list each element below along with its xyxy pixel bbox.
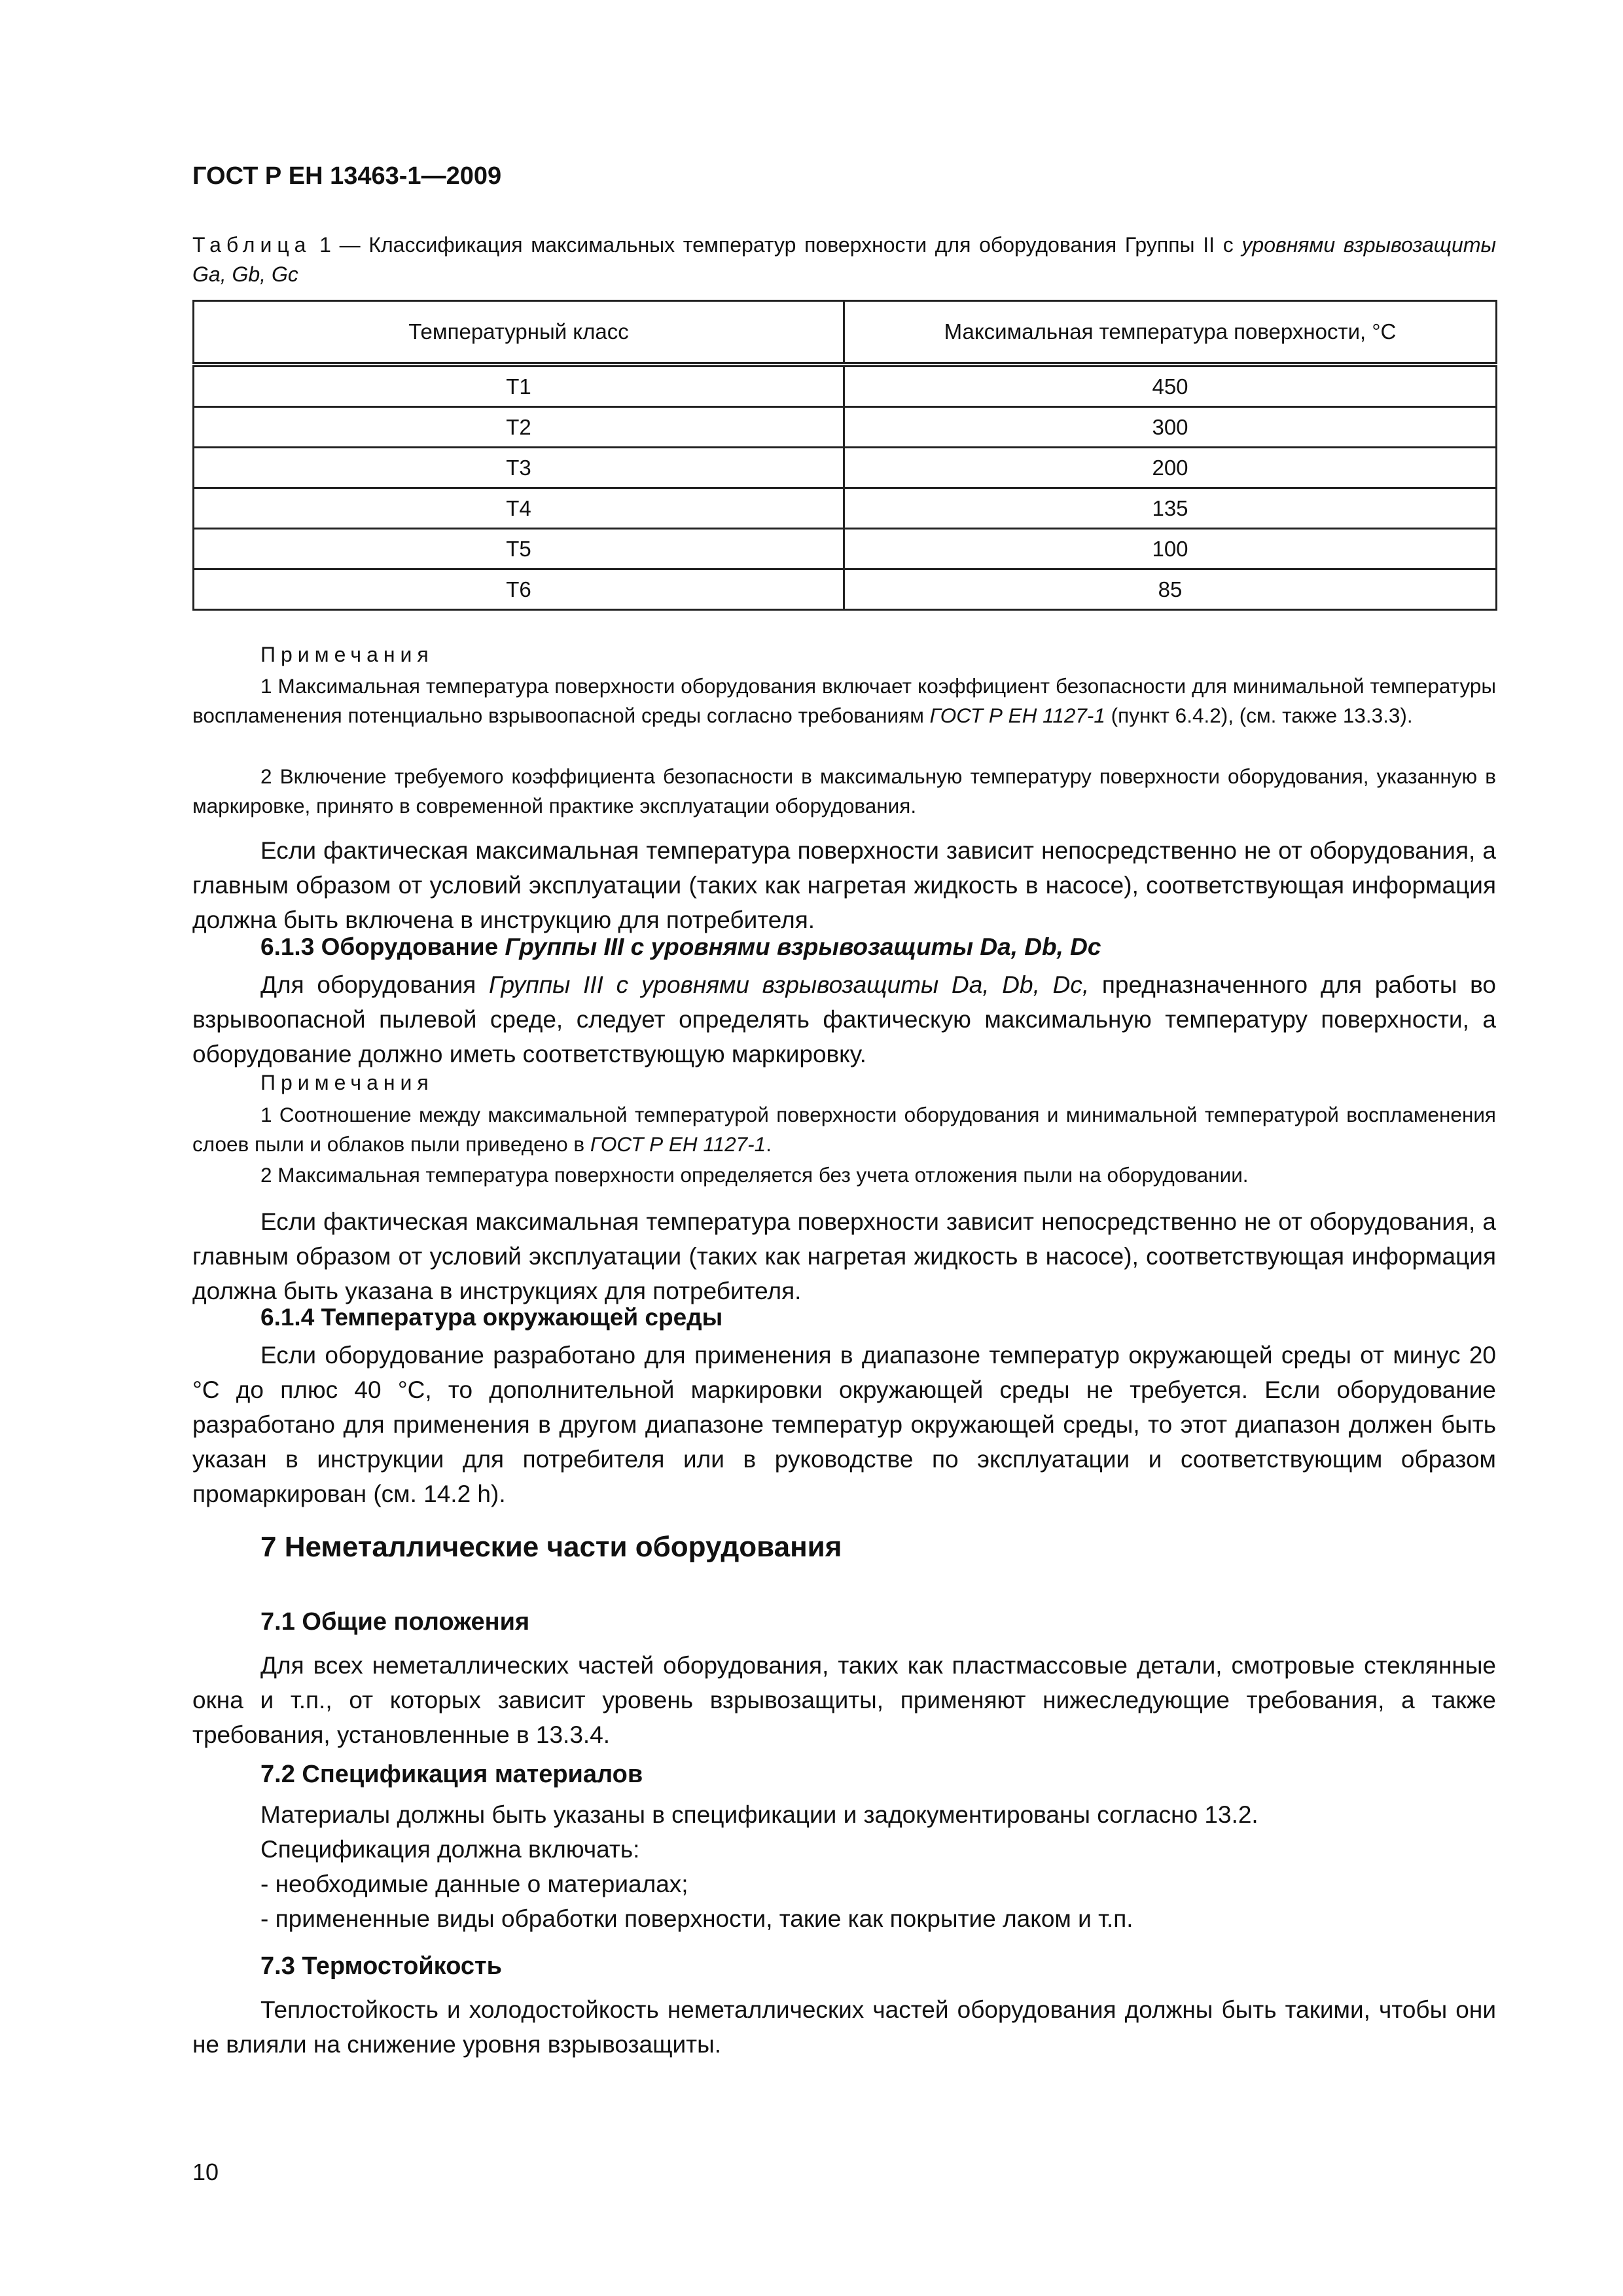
table-row (194, 488, 1497, 529)
note-paragraph: 2 Максимальная температура поверхности определяется без учета отложения пыли на оборудовании. (260, 1163, 1249, 1187)
subsection-heading-7-3: 7.3 Термостойкость (260, 1952, 503, 1980)
table-cell: 135 (844, 488, 1497, 529)
page-number: 10 (192, 2159, 219, 2185)
table-cell: Т5 (194, 529, 844, 569)
table-cell: 300 (844, 407, 1497, 448)
note-paragraph (192, 1100, 1496, 1159)
notes-title: Примечания (260, 643, 434, 666)
note-reference: ГОСТ Р ЕН 1127-1 (929, 704, 1105, 727)
body-paragraph: Если оборудование разработано для применения в диапазоне температур окружающей среды от минус 20 °С до плюс 40 °С, то дополнительной маркировки окружающей среды не требуется. Если оборудование разработано для применения в другом диапазоне температур окружающей среды, то этот диапазон должен быть указан в инструкции для потребителя или в руководстве по эксплуатации и соответствующим образом промаркирован (см. 14.2 h). (192, 1342, 1496, 1507)
body-paragraph (192, 967, 1496, 1071)
section-heading-7: 7 Неметаллические части оборудования (260, 1531, 842, 1563)
table-caption-number: 1 — (311, 233, 369, 257)
heading-italic-text: Группы III с уровнями взрывозащиты Da, Db, Dc (505, 933, 1101, 960)
list-item: - необходимые данные о материалах; (260, 1871, 688, 1897)
table-row (194, 448, 1497, 488)
heading-text: 6.1.3 Оборудование (260, 933, 505, 960)
body-paragraph: Если фактическая максимальная температура поверхности зависит непосредственно не от оборудования, а главным образом от условий эксплуатации (таких как нагретая жидкость в насосе), соответствующая информация должна быть включена в инструкцию для потребителя. (192, 837, 1496, 933)
note-paragraph: 2 Включение требуемого коэффициента безопасности в максимальную температуру поверхности оборудования, указанную в маркировке, принято в современной практике эксплуатации оборудования. (192, 764, 1496, 817)
table-cell: Т1 (194, 365, 844, 407)
table-cell: Т4 (194, 488, 844, 529)
notes-title: Примечания (260, 1071, 434, 1094)
body-paragraph: Для всех неметаллических частей оборудования, таких как пластмассовые детали, смотровые стеклянные окна и т.п., от которых зависит уровень взрывозащиты, применяют нижеследующие требования, а также требования, установленные в 13.3.4. (192, 1652, 1496, 1748)
table-cell: Т6 (194, 569, 844, 610)
note-text: 1 Максимальная температура поверхности оборудования включает коэффициент безопасности для минимальной температуры воспламенения потенциально взрывоопасной среды согласно требованиям (192, 674, 1496, 727)
table-cell: 200 (844, 448, 1497, 488)
note-text: 1 Соотношение между максимальной температурой поверхности оборудования и минимальной температурой воспламенения слоев пыли и облаков пыли приведено в (192, 1103, 1496, 1156)
table-header-row (194, 301, 1497, 365)
list-item: - примененные виды обработки поверхности, такие как покрытие лаком и т.п. (260, 1905, 1133, 1932)
table-cell: Т3 (194, 448, 844, 488)
body-line: Материалы должны быть указаны в спецификации и задокументированы согласно 13.2. (260, 1801, 1258, 1828)
table-caption (192, 230, 1496, 289)
table-cell: 450 (844, 365, 1497, 407)
subsection-heading-6-1-3 (260, 933, 1101, 961)
note-paragraph (192, 672, 1496, 730)
table-caption-text: Классификация максимальных температур поверхности для оборудования Группы II с (368, 233, 1242, 257)
table-cell: Т2 (194, 407, 844, 448)
paragraph-text-tail: предназначенного для работы во взрывоопасной пылевой среде, следует определять фактическую максимальную температуру поверхности, а оборудование должно иметь соответствующую маркировку. (192, 971, 1496, 1067)
subsection-heading-6-1-4: 6.1.4 Температура окружающей среды (260, 1304, 723, 1331)
table-row (194, 407, 1497, 448)
table-cell: 85 (844, 569, 1497, 610)
paragraph-text: Для оборудования (260, 971, 490, 998)
table-row (194, 529, 1497, 569)
column-header-max-surface-temperature: Максимальная температура поверхности, °С (844, 301, 1497, 365)
body-paragraph: Теплостойкость и холодостойкость неметаллических частей оборудования должны быть такими, чтобы они не влияли на снижение уровня взрывозащиты. (192, 1996, 1496, 2058)
table-caption-label: Таблица (192, 233, 312, 257)
standard-header: ГОСТ Р ЕН 13463-1—2009 (192, 162, 502, 190)
body-paragraph: Если фактическая максимальная температура поверхности зависит непосредственно не от оборудования, а главным образом от условий эксплуатации (таких как нагретая жидкость в насосе), соответствующая информация должна быть указана в инструкциях для потребителя. (192, 1208, 1496, 1304)
note-text-tail: . (766, 1132, 772, 1156)
note-text-tail: (пункт 6.4.2), (см. также 13.3.3). (1105, 704, 1413, 727)
temperature-class-table (192, 300, 1497, 611)
table-row (194, 569, 1497, 610)
subsection-heading-7-1: 7.1 Общие положения (260, 1608, 530, 1636)
subsection-heading-7-2: 7.2 Спецификация материалов (260, 1761, 643, 1788)
column-header-temperature-class: Температурный класс (194, 301, 844, 365)
note-reference: ГОСТ Р ЕН 1127-1 (590, 1132, 766, 1156)
body-line: Спецификация должна включать: (260, 1836, 640, 1863)
table-row (194, 365, 1497, 407)
paragraph-italic-text: Группы III с уровнями взрывозащиты Da, Db, Dc, (489, 971, 1090, 998)
table-caption-italic: уровнями взрывозащиты Ga, Gb, Gc (192, 233, 1497, 286)
table-cell: 100 (844, 529, 1497, 569)
